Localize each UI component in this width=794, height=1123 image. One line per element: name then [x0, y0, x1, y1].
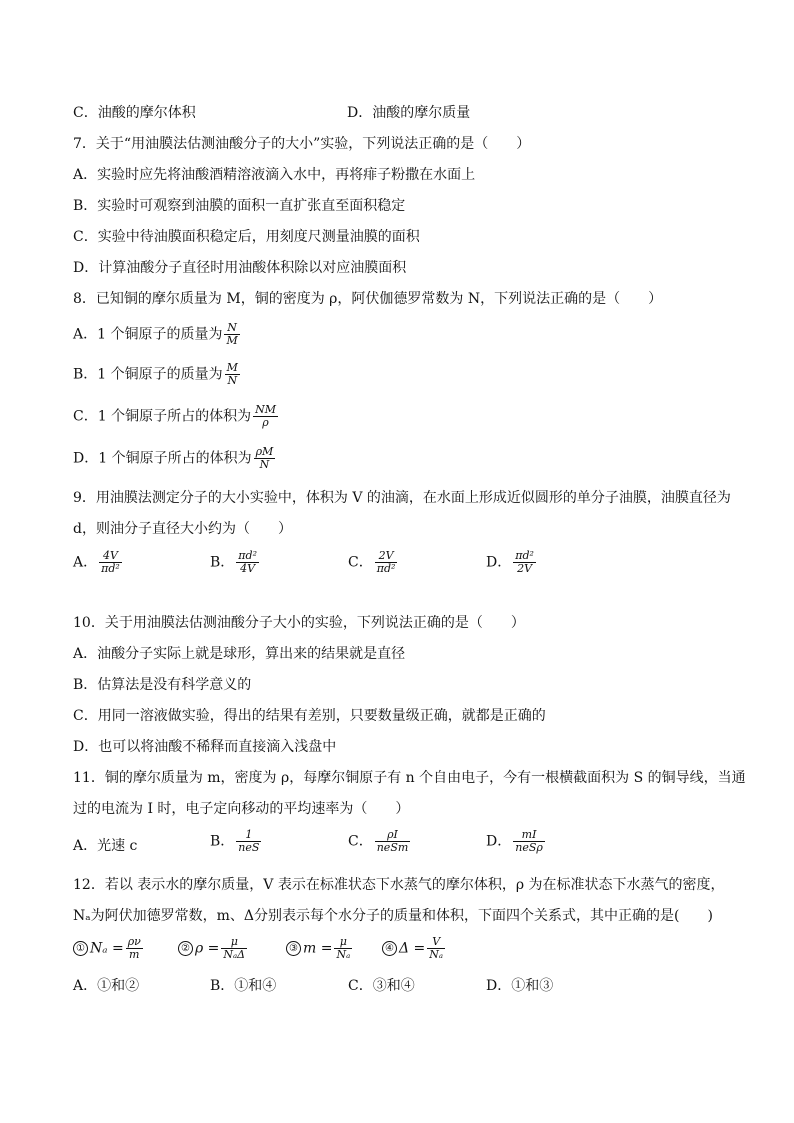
q7-option-c: C．实验中待油膜面积稳定后，用刻度尺测量油膜的面积: [73, 229, 420, 245]
q8-option-d-text: D．1 个铜原子所占的体积为: [73, 450, 252, 467]
q10-option-a: A．油酸分子实际上就是球形，算出来的结果就是直径: [73, 646, 406, 662]
q6-option-d: D．油酸的摩尔质量: [347, 105, 471, 121]
q12-option-c: C．③和④: [348, 978, 415, 994]
numerator: ρν: [127, 935, 141, 948]
q12-relation-3-fraction: [334, 936, 352, 961]
q12-option-d: D．①和③: [486, 978, 554, 994]
option-label: D．: [486, 554, 512, 571]
option-label: C．: [348, 554, 373, 571]
q12-stem-line2: Nₐ为阿伏加德罗常数，m、Δ分别表示每个水分子的质量和体积，下面四个关系式，其中正确的是( ): [73, 908, 713, 924]
q9-option-d: [486, 550, 538, 575]
q8-option-d-fraction: [254, 446, 276, 471]
denominator: 4V: [236, 562, 259, 575]
q12-relation-2-fraction: [221, 936, 247, 961]
relation-lhs: m =: [303, 940, 333, 957]
q7-option-b: B．实验时可观察到油膜的面积一直扩张直至面积稳定: [73, 198, 406, 214]
q9-option-c-fraction: [375, 550, 398, 575]
denominator: NₐΔ: [223, 948, 246, 961]
denominator: Nₐ: [336, 948, 351, 961]
q8-option-b-fraction: [225, 362, 240, 387]
circled-number-1: ①: [73, 941, 88, 956]
numerator: μ: [339, 935, 347, 948]
numerator: πd²: [238, 549, 257, 562]
q12-relation-3: [286, 936, 354, 961]
q8-option-c: [73, 404, 280, 429]
q11-option-d: [486, 829, 547, 854]
q9-option-c: [348, 550, 399, 575]
q8-option-a-text: A．1 个铜原子的质量为: [73, 326, 223, 343]
denominator: neSm: [376, 841, 409, 854]
denominator: N: [254, 458, 276, 471]
q8-option-c-text: C．1 个铜原子所占的体积为: [73, 408, 252, 425]
q9-option-b-fraction: [236, 550, 259, 575]
q11-option-d-fraction: [513, 829, 545, 854]
q11-stem-line2: 过的电流为 I 时，电子定向移动的平均速率为（ ）: [73, 801, 410, 817]
denominator: 2V: [513, 562, 536, 575]
option-label: B．: [210, 554, 235, 571]
q7-option-d: D．计算油酸分子直径时用油酸体积除以对应油膜面积: [73, 260, 407, 276]
q9-stem-line1: 9．用油膜法测定分子的大小实验中，体积为 V 的油滴，在水面上形成近似圆形的单分子油膜，油膜直径为: [73, 490, 731, 506]
relation-lhs: Nₐ =: [90, 940, 124, 957]
numerator: πd²: [515, 549, 534, 562]
q11-option-b-fraction: [236, 829, 261, 854]
q8-option-b-text: B．1 个铜原子的质量为: [73, 366, 223, 383]
numerator: ρI: [387, 828, 398, 841]
circled-number-2: ②: [178, 941, 193, 956]
circled-number-4: ④: [382, 941, 397, 956]
numerator: 1: [245, 828, 253, 841]
q8-stem: 8．已知铜的摩尔质量为 M，铜的密度为 ρ，阿伏伽德罗常数为 N，下列说法正确的是（ ）: [73, 291, 663, 307]
q9-stem-line2: d，则油分子直径大小约为（ ）: [73, 521, 292, 537]
q12-relation-1: [73, 936, 145, 961]
numerator: M: [226, 361, 238, 374]
numerator: 2V: [378, 549, 394, 562]
denominator: Nₐ: [429, 948, 444, 961]
numerator: N: [227, 321, 237, 334]
denominator: N: [225, 374, 240, 387]
q12-stem-line1: 12．若以 表示水的摩尔质量，V 表示在标准状态下水蒸气的摩尔体积，ρ 为在标准状态下水蒸气的密度，: [73, 877, 725, 893]
numerator: 4V: [102, 549, 118, 562]
circled-number-3: ③: [286, 941, 301, 956]
denominator: M: [226, 334, 238, 347]
option-label: C．: [348, 833, 373, 850]
q12-relation-4: [382, 936, 447, 961]
numerator: NM: [255, 403, 276, 416]
numerator: ρM: [255, 445, 274, 458]
q6-option-c: C．油酸的摩尔体积: [73, 105, 196, 121]
denominator: πd²: [101, 562, 120, 575]
option-label: B．: [210, 833, 235, 850]
q9-option-d-fraction: [513, 550, 536, 575]
denominator: neS: [238, 841, 260, 854]
option-label: D．: [486, 833, 512, 850]
q11-stem-line1: 11．铜的摩尔质量为 m，密度为 ρ，每摩尔铜原子有 n 个自由电子，今有一根横截面积为 S 的铜导线，当通: [73, 770, 746, 786]
q11-option-b: [210, 829, 263, 854]
q8-option-a-fraction: [224, 322, 239, 347]
q7-stem: 7．关于“用油膜法估测油酸分子的大小”实验，下列说法正确的是（ ）: [73, 136, 531, 152]
relation-lhs: Δ =: [399, 940, 426, 957]
option-label: A．: [73, 554, 98, 571]
q10-option-d: D．也可以将油酸不稀释而直接滴入浅盘中: [73, 739, 337, 755]
q10-option-c: C．用同一溶液做实验，得出的结果有差别，只要数量级正确，就都是正确的: [73, 708, 546, 724]
q12-relation-4-fraction: [427, 936, 445, 961]
numerator: μ: [230, 935, 238, 948]
q12-relation-2: [178, 936, 249, 961]
q9-option-b: [210, 550, 261, 575]
q9-option-a: [73, 550, 124, 575]
q11-option-a: A．光速 c: [73, 838, 138, 854]
q11-option-c: [348, 829, 412, 854]
numerator: V: [432, 935, 441, 948]
numerator: mI: [521, 828, 537, 841]
denominator: m: [126, 948, 143, 961]
q12-option-b: B．①和④: [210, 978, 277, 994]
q11-option-c-fraction: [375, 829, 411, 854]
q9-option-a-fraction: [99, 550, 122, 575]
q7-option-a: A．实验时应先将油酸酒精溶液滴入水中，再将痱子粉撒在水面上: [73, 167, 476, 183]
q8-option-b: [73, 362, 242, 387]
q8-option-c-fraction: [253, 404, 278, 429]
q8-option-a: [73, 322, 242, 347]
q8-option-d: [73, 446, 277, 471]
denominator: neSρ: [515, 841, 543, 854]
q10-option-b: B．估算法是没有科学意义的: [73, 677, 252, 693]
q12-relation-1-fraction: [126, 936, 143, 961]
denominator: ρ: [253, 416, 278, 429]
q12-option-a: A．①和②: [73, 978, 140, 994]
denominator: πd²: [376, 562, 396, 575]
q10-stem: 10．关于用油膜法估测油酸分子大小的实验，下列说法正确的是（ ）: [73, 615, 525, 631]
relation-lhs: ρ =: [195, 940, 220, 957]
